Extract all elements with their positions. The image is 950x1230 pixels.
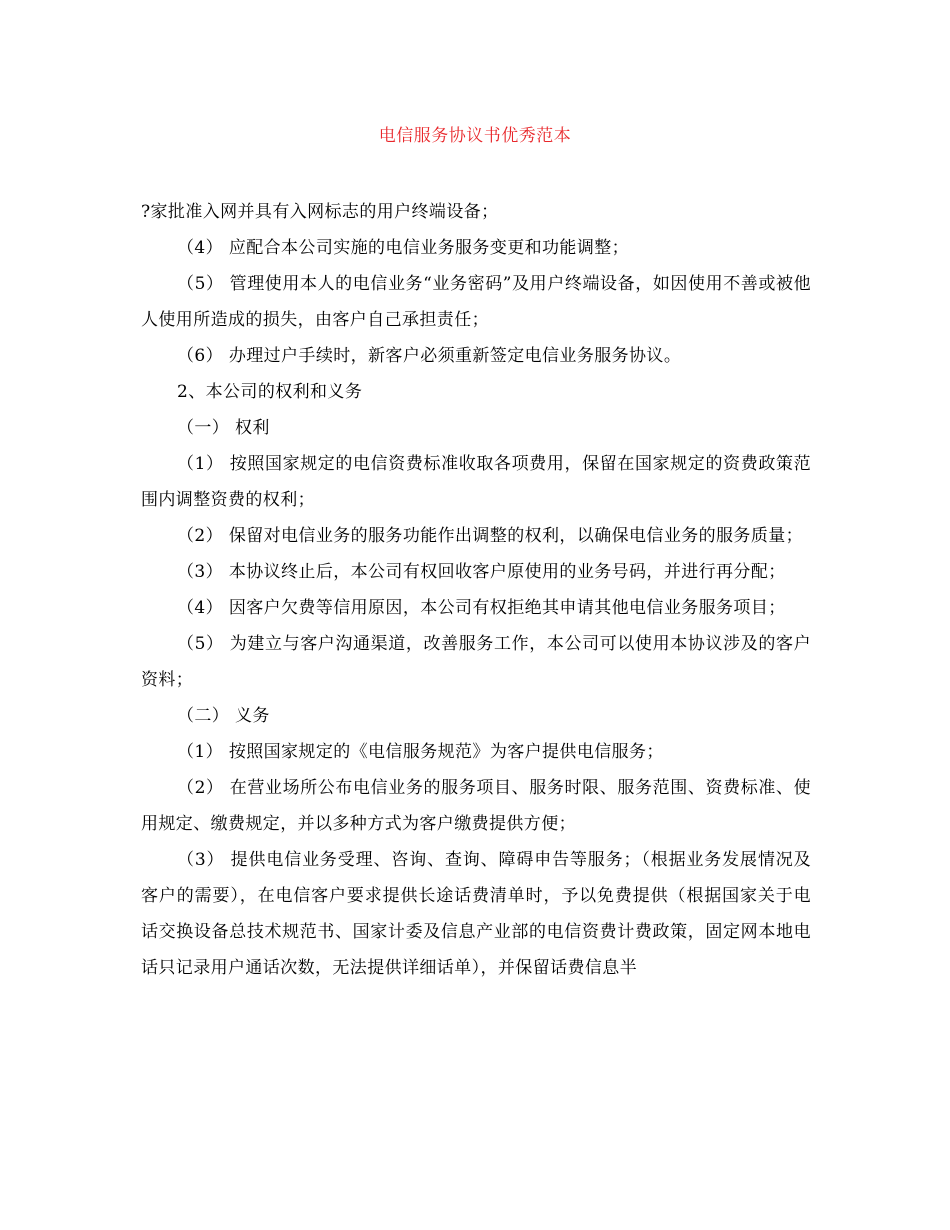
paragraph-right-3: （3） 本协议终止后，本公司有权回收客户原使用的业务号码，并进行再分配； xyxy=(177,562,786,582)
paragraph-item-5-password: （5） 管理使用本人的电信业务“业务密码”及用户终端设备，如因使用不善或被他人使用所造成的损失，由客户自己承担责任； xyxy=(141,274,811,330)
document-body xyxy=(141,194,811,986)
paragraph-item-6-transfer: （6） 办理过户手续时，新客户必须重新签定电信业务服务协议。 xyxy=(177,346,682,366)
paragraph-right-5: （5） 为建立与客户沟通渠道，改善服务工作，本公司可以使用本协议涉及的客户资料； xyxy=(141,634,811,690)
paragraph-right-1: （1） 按照国家规定的电信资费标准收取各项费用，保留在国家规定的资费政策范围内调整资费的权利； xyxy=(141,454,811,510)
section-heading-rights-obligations: 2、本公司的权利和义务 xyxy=(177,382,363,402)
paragraph-continuation: ?家批准入网并具有入网标志的用户终端设备； xyxy=(141,202,499,222)
paragraph-obligation-3: （3） 提供电信业务受理、咨询、查询、障碍申告等服务；（根据业务发展情况及客户的需要），在电信客户要求提供长途话费清单时，予以免费提供（根据国家关于电话交换设备总技术规范书、国家计委及信息产业部的电信资费计费政策，固定网本地电话只记录用户通话次数，无法提供详细话单），并保留话费信息半 xyxy=(141,850,811,978)
subsection-heading-rights: （一） 权利 xyxy=(177,418,270,438)
paragraph-obligation-1: （1） 按照国家规定的《电信服务规范》为客户提供电信服务； xyxy=(177,742,664,762)
paragraph-obligation-2: （2） 在营业场所公布电信业务的服务项目、服务时限、服务范围、资费标准、使用规定、缴费规定，并以多种方式为客户缴费提供方便； xyxy=(141,778,811,834)
document-title: 电信服务协议书优秀范本 xyxy=(378,126,572,146)
paragraph-right-4: （4） 因客户欠费等信用原因，本公司有权拒绝其申请其他电信业务服务项目； xyxy=(177,598,786,618)
paragraph-right-2: （2） 保留对电信业务的服务功能作出调整的权利，以确保电信业务的服务质量； xyxy=(177,526,804,546)
subsection-heading-obligations: （二） 义务 xyxy=(177,706,270,726)
paragraph-item-4-cooperate: （4） 应配合本公司实施的电信业务服务变更和功能调整； xyxy=(177,238,630,258)
